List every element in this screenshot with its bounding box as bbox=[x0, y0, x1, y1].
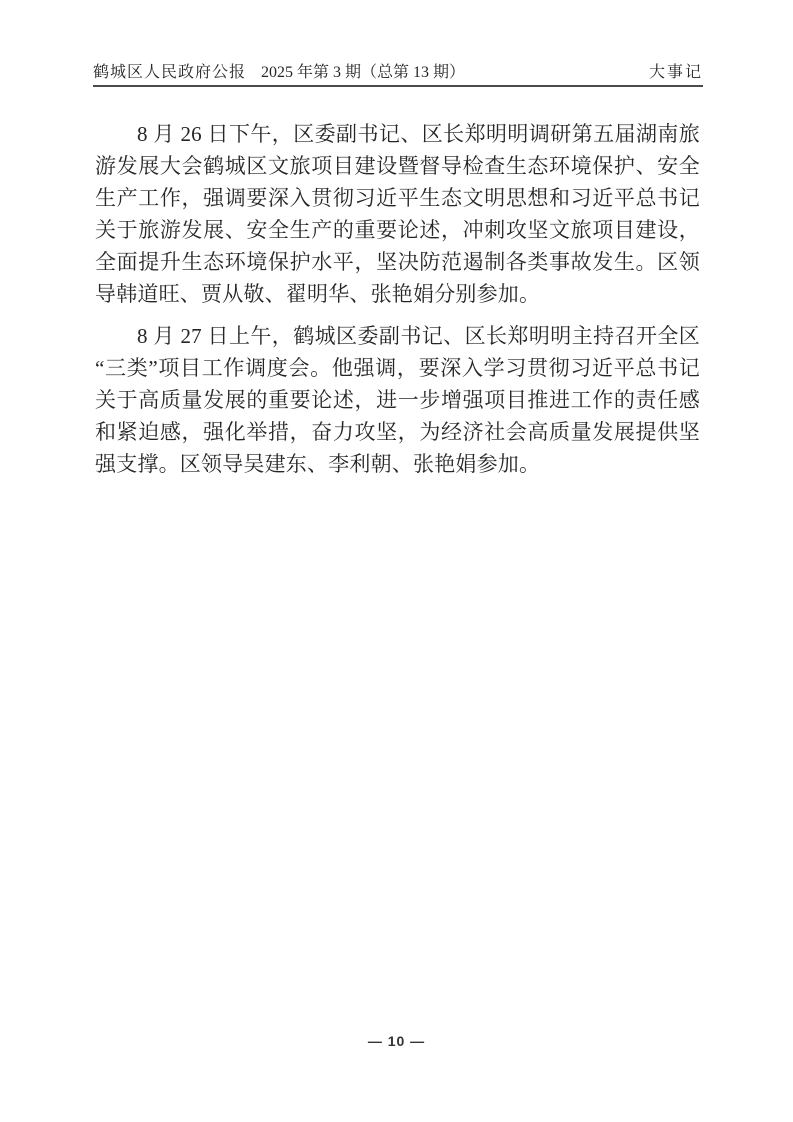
paragraph-aug-26: 8 月 26 日下午，区委副书记、区长郑明明调研第五届湖南旅游发展大会鹤城区文旅项目建设暨督导检查生态环境保护、安全生产工作，强调要深入贯彻习近平生态文明思想和习近平总书记关于旅游发展、安全生产的重要论述，冲刺攻坚文旅项目建设，全面提升生态环境保护水平，坚决防范遏制各类事故发生。区领导韩道旺、贾从敬、翟明华、张艳娟分别参加。 bbox=[95, 122, 700, 306]
page-footer bbox=[0, 1033, 793, 1051]
page-number: — 10 — bbox=[367, 1033, 426, 1049]
page-header bbox=[93, 56, 703, 87]
document-body bbox=[95, 118, 700, 480]
header-publication-title: 鹤城区人民政府公报 bbox=[93, 64, 247, 81]
paragraph-aug-27: 8 月 27 日上午，鹤城区委副书记、区长郑明明主持召开全区“三类”项目工作调度会。他强调，要深入学习贯彻习近平总书记关于高质量发展的重要论述，进一步增强项目推进工作的责任感和紧迫感，强化举措，奋力攻坚，为经济社会高质量发展提供坚强支撑。区领导吴建东、李利朝、张艳娟参加。 bbox=[95, 324, 700, 476]
header-issue-info: 2025 年第 3 期（总第 13 期） bbox=[261, 64, 466, 81]
header-section-title: 大事记 bbox=[648, 64, 703, 81]
